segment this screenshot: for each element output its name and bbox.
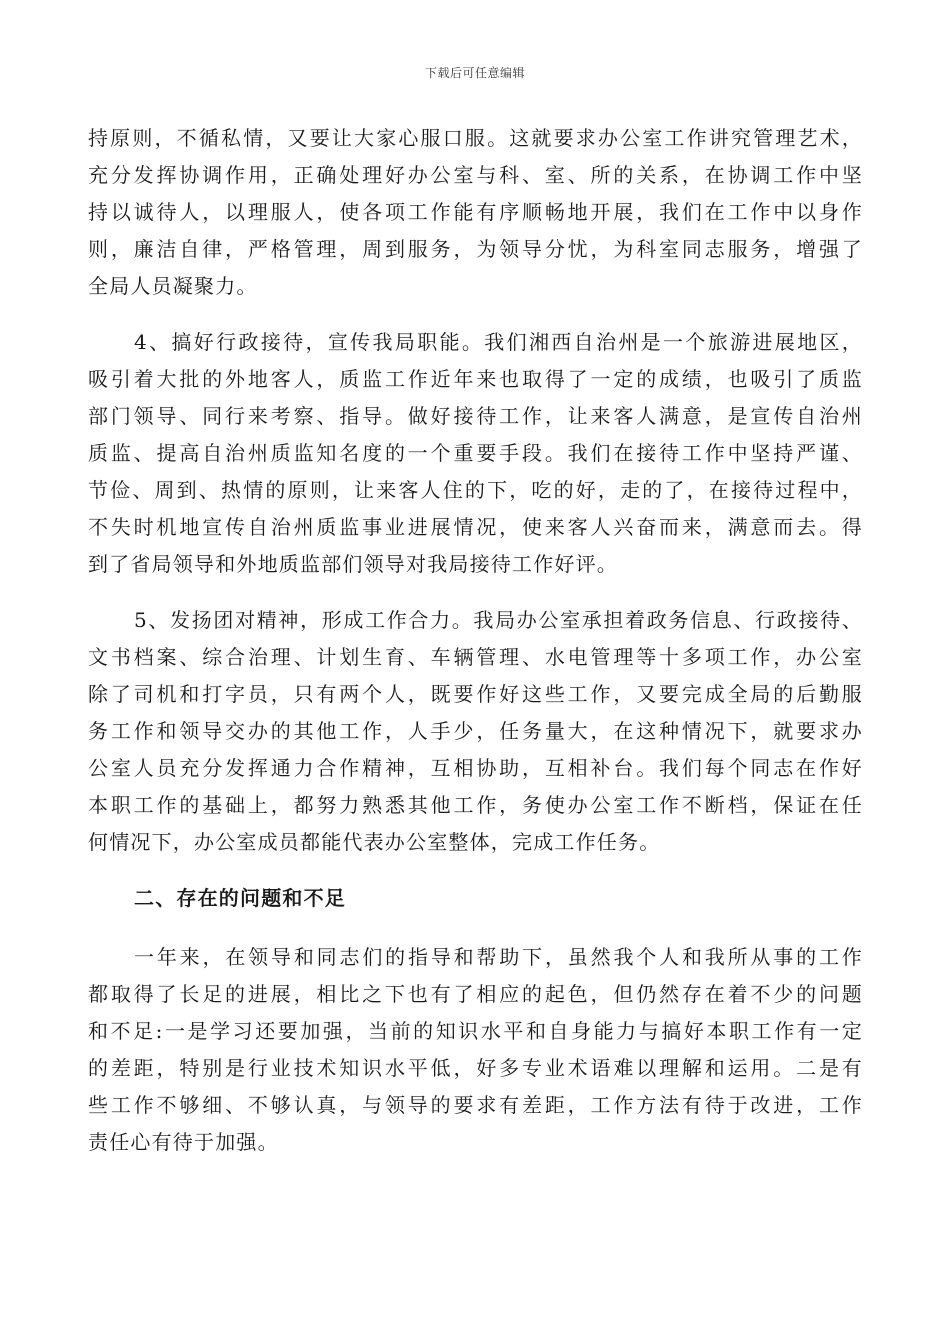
- text-line: 责任心有待于加强。: [88, 1130, 279, 1154]
- text-line: 都取得了长足的进展，相比之下也有了相应的起色，但仍然存在着不少的问题: [88, 982, 863, 1006]
- text-line: 持以诚待人，以理服人，使各项工作能有序顺畅地开展，我们在工作中以身作: [88, 200, 863, 224]
- paragraph-problems: [88, 939, 863, 1161]
- text-line: 本职工作的基础上，都努力熟悉其他工作，务使办公室工作不断档，保证在任: [88, 793, 863, 817]
- paragraph-teamwork: [88, 602, 863, 861]
- text-line: 4、搞好行政接待，宣传我局职能。我们湘西自治州是一个旅游进展地区，: [134, 330, 863, 354]
- text-line: 节俭、周到、热情的原则，让来客人住的下，吃的好，走的了，在接待过程中，: [88, 478, 863, 502]
- text-line: 充分发挥协调作用，正确处理好办公室与科、室、所的关系，在协调工作中坚: [88, 163, 863, 187]
- text-line: 文书档案、综合治理、计划生育、车辆管理、水电管理等十多项工作，办公室: [88, 645, 863, 669]
- text-line: 5、发扬团对精神，形成工作合力。我局办公室承担着政务信息、行政接待、: [134, 608, 863, 632]
- text-line: 一年来，在领导和同志们的指导和帮助下，虽然我个人和我所从事的工作: [134, 945, 863, 969]
- text-line: 何情况下，办公室成员都能代表办公室整体，完成工作任务。: [88, 830, 661, 854]
- text-line: 持原则，不循私情，又要让大家心服口服。这就要求办公室工作讲究管理艺术，: [88, 126, 863, 150]
- text-line: 公室人员充分发挥通力合作精神，互相协助，互相补台。我们每个同志在作好: [88, 756, 863, 780]
- text-line: 不失时机地宣传自治州质监事业进展情况，使来客人兴奋而来，满意而去。得: [88, 515, 863, 539]
- page-header: 下载后可任意编辑: [424, 66, 525, 80]
- document-body: [88, 120, 863, 1180]
- text-line: 些工作不够细、不够认真，与领导的要求有差距，工作方法有待于改进，工作: [88, 1093, 863, 1117]
- text-line: 则，廉洁自律，严格管理，周到服务，为领导分忧，为科室同志服务，增强了: [88, 237, 863, 261]
- text-line: 质监、提高自治州质监知名度的一个重要手段。我们在接待工作中坚持严谨、: [88, 441, 863, 465]
- text-line: 和不足:一是学习还要加强，当前的知识水平和自身能力与搞好本职工作有一定: [88, 1019, 863, 1043]
- section-heading: 二、存在的问题和不足: [134, 886, 346, 910]
- text-line: 吸引着大批的外地客人，质监工作近年来也取得了一定的成绩，也吸引了质监: [88, 367, 863, 391]
- text-line: 务工作和领导交办的其他工作，人手少，任务量大，在这种情况下，就要求办: [88, 719, 863, 743]
- text-line: 全局人员凝聚力。: [88, 274, 258, 298]
- paragraph-continued: [88, 120, 863, 305]
- paragraph-reception: [88, 324, 863, 583]
- text-line: 部门领导、同行来考察、指导。做好接待工作，让来客人满意，是宣传自治州: [88, 404, 863, 428]
- text-line: 除了司机和打字员，只有两个人，既要作好这些工作，又要完成全局的后勤服: [88, 682, 863, 706]
- text-line: 的差距，特别是行业技术知识水平低，好多专业术语难以理解和运用。二是有: [88, 1056, 863, 1080]
- text-line: 到了省局领导和外地质监部们领导对我局接待工作好评。: [88, 552, 618, 576]
